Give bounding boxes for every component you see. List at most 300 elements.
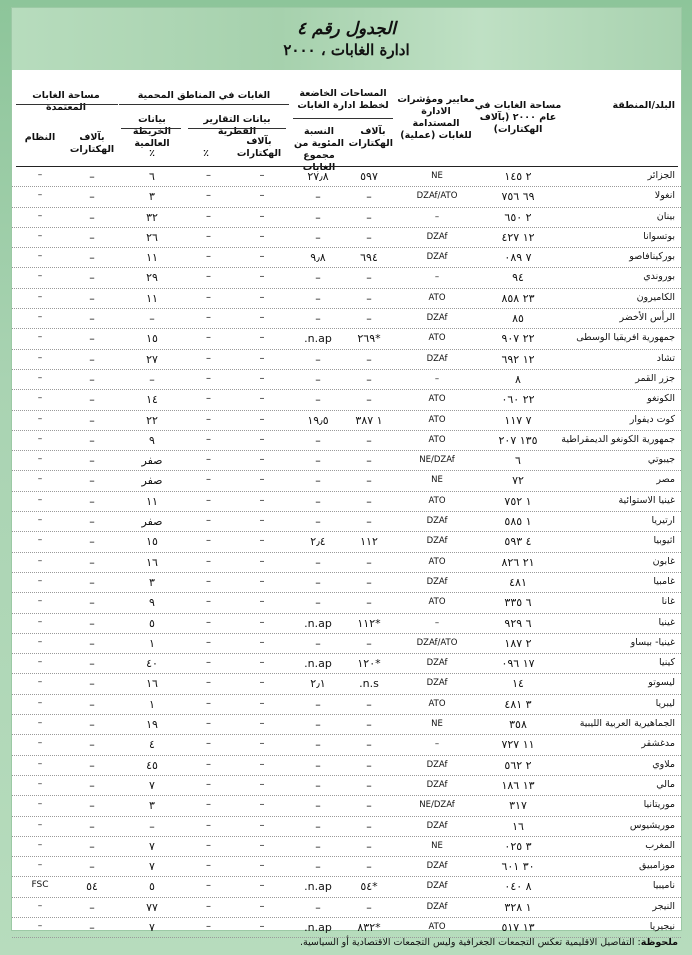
cell-cert-system: –	[37, 778, 43, 789]
cell-criteria: –	[434, 211, 440, 222]
table-row	[12, 187, 681, 207]
cell-world-pct: ٧	[149, 860, 155, 874]
cell-forest-area: ٢ ١٤٥	[504, 170, 532, 183]
cell-cert-kha: –	[89, 657, 95, 671]
cell-world-pct: ٦	[149, 170, 155, 183]
cell-cert-system: –	[37, 677, 43, 688]
cell-region: نيجيريا	[649, 920, 675, 932]
table-row	[12, 268, 681, 288]
cell-criteria: –	[434, 373, 440, 384]
cell-national-kha: –	[259, 860, 265, 872]
cell-national-pct: –	[206, 393, 211, 405]
cell-criteria: –	[434, 617, 440, 628]
cell-national-pct: –	[206, 555, 211, 567]
cell-forest-area: ٤ ٥٩٣	[504, 535, 532, 549]
cell-forest-area: ١٢ ٤٢٧	[501, 230, 535, 244]
cell-world-pct: ٣	[149, 799, 155, 813]
cell-national-pct: –	[206, 271, 211, 283]
cell-cert-kha: –	[89, 697, 95, 711]
cell-world-pct: ١	[149, 636, 155, 650]
table-row	[12, 715, 681, 735]
cell-national-kha: –	[259, 413, 265, 425]
cell-plans-pct: –	[315, 271, 321, 285]
cell-national-pct: –	[206, 636, 211, 648]
cell-forest-area: ٢ ٥٦٢	[504, 758, 532, 772]
cell-national-kha: –	[259, 312, 265, 324]
cell-plans-pct: –	[315, 697, 321, 711]
cell-plans-kha: –	[366, 758, 372, 772]
cell-plans-pct: –	[315, 555, 321, 569]
cell-region: ملاوي	[652, 758, 675, 770]
cell-national-pct: –	[206, 433, 211, 445]
cell-cert-system: –	[37, 738, 43, 749]
cell-forest-area: ٣٥٨	[509, 718, 527, 732]
table-row	[12, 350, 681, 370]
cell-criteria: DZAf	[426, 658, 448, 669]
cell-cert-system: –	[37, 170, 43, 180]
cell-plans-pct: –	[315, 819, 321, 833]
cell-plans-kha: ١ ٣٨٧	[355, 413, 383, 427]
cell-world-pct: ٣	[149, 190, 155, 204]
table-row	[12, 776, 681, 796]
cell-cert-system: –	[37, 616, 43, 627]
cell-plans-pct: ٢٧٫٨	[307, 170, 329, 183]
cell-plans-kha: –	[366, 596, 372, 610]
cell-world-pct: ٢٦	[146, 230, 158, 244]
table-row	[12, 817, 681, 837]
cell-cert-kha: –	[89, 860, 95, 874]
cell-region: الكاميرون	[636, 291, 675, 303]
table-row	[12, 614, 681, 634]
cell-forest-area: ٦ ٩٢٩	[504, 616, 532, 630]
cell-world-pct: ١٦	[146, 555, 158, 569]
cell-national-kha: –	[259, 494, 265, 506]
cell-national-kha: –	[259, 575, 265, 587]
cell-national-kha: –	[259, 474, 265, 486]
cell-plans-pct: –	[315, 190, 321, 204]
cell-plans-kha: –	[366, 799, 372, 813]
cell-national-kha: –	[259, 616, 265, 628]
table-row	[12, 370, 681, 390]
cell-world-pct: ٣٢	[146, 210, 158, 224]
cell-national-pct: –	[206, 657, 211, 669]
cell-plans-pct: n.ap.	[304, 920, 332, 934]
cell-world-pct: ٥	[149, 880, 155, 894]
header-region: البلد/المنطقة	[612, 100, 675, 111]
cell-region: مدغشقر	[641, 738, 675, 750]
cell-national-pct: –	[206, 758, 211, 770]
header-management-plans: المساحات الخاضعة لخطط ادارة الغابات	[297, 88, 389, 111]
cell-national-kha: –	[259, 758, 265, 770]
cell-criteria: DZAf	[426, 353, 448, 364]
cell-region: موريشيوس	[629, 819, 675, 831]
cell-plans-kha: –	[366, 190, 372, 204]
cell-plans-pct: –	[315, 393, 321, 407]
cell-plans-pct: –	[315, 596, 321, 610]
cell-cert-system: –	[37, 494, 43, 505]
cell-criteria: DZAf/ATO	[416, 637, 458, 648]
cell-national-pct: –	[206, 738, 211, 750]
header-forest-area: مساحة الغابات في عام ٢٠٠٠ (بآلاف الهكتارات)	[474, 100, 562, 135]
table-row	[12, 492, 681, 512]
cell-region: ليبريا	[655, 697, 675, 709]
table-row	[12, 451, 681, 471]
cell-world-pct: –	[149, 372, 155, 386]
cell-world-pct: ١٦	[146, 677, 158, 691]
cell-plans-pct: –	[315, 900, 321, 914]
cell-region: النيجر	[652, 900, 675, 912]
cell-cert-kha: –	[89, 312, 95, 326]
cell-cert-system: –	[37, 718, 43, 729]
cell-national-pct: –	[206, 332, 211, 344]
cell-forest-area: ٢١ ٨٢٦	[501, 555, 535, 569]
table-header	[12, 86, 681, 173]
cell-national-kha: –	[259, 900, 265, 912]
cell-criteria: ATO	[428, 495, 446, 506]
cell-cert-system: –	[37, 697, 43, 708]
cell-national-pct: –	[206, 799, 211, 811]
cell-plans-kha: n.s.	[359, 677, 379, 691]
cell-region: بوروندي	[643, 271, 675, 283]
cell-region: غامبيا	[653, 575, 675, 587]
cell-cert-kha: –	[89, 738, 95, 752]
cell-criteria: ATO	[428, 333, 446, 344]
cell-region: ارتيريا	[651, 515, 675, 527]
cell-cert-kha: –	[89, 677, 95, 691]
cell-cert-kha: –	[89, 413, 95, 427]
cell-world-pct: –	[149, 312, 155, 326]
cell-criteria: DZAf	[426, 536, 448, 547]
cell-plans-pct: –	[315, 312, 321, 326]
header-criteria: معايير ومؤشرات الادارة المستدامة للغابات (عملية)	[397, 94, 475, 141]
cell-national-kha: –	[259, 332, 265, 344]
header-plans-pct: النسبة المئوية من مجموع الغابات	[293, 126, 345, 173]
cell-cert-kha: –	[89, 900, 95, 914]
table-row	[12, 654, 681, 674]
cell-national-kha: –	[259, 636, 265, 648]
cell-national-pct: –	[206, 291, 211, 303]
cell-world-pct: ٧٧	[146, 900, 158, 914]
cell-region: كوت ديفوار	[629, 413, 675, 425]
cell-cert-system: –	[37, 230, 43, 241]
cell-criteria: –	[434, 272, 440, 283]
cell-region: مصر	[656, 474, 675, 486]
cell-cert-system: –	[37, 920, 43, 931]
cell-national-kha: –	[259, 596, 265, 608]
cell-national-kha: –	[259, 880, 265, 892]
cell-national-kha: –	[259, 697, 265, 709]
cell-criteria: ATO	[428, 394, 446, 405]
cell-cert-kha: –	[89, 636, 95, 650]
cell-cert-kha: –	[89, 352, 95, 366]
cell-world-pct: ١٤	[146, 393, 158, 407]
cell-plans-pct: –	[315, 433, 321, 447]
cell-national-kha: –	[259, 291, 265, 303]
cell-cert-system: –	[37, 819, 43, 830]
cell-plans-kha: –	[366, 352, 372, 366]
cell-world-pct: ١١	[146, 251, 158, 265]
cell-cert-system: –	[37, 454, 43, 465]
cell-national-pct: –	[206, 230, 211, 242]
cell-cert-system: –	[37, 758, 43, 769]
table-row	[12, 553, 681, 573]
table-subtitle: ادارة الغابات ، ٢٠٠٠	[283, 41, 410, 59]
cell-cert-kha: –	[89, 515, 95, 529]
cell-criteria: DZAf	[426, 820, 448, 831]
cell-region: بوركينافاصو	[629, 251, 675, 263]
cell-world-pct: ٧	[149, 920, 155, 934]
cell-plans-pct: –	[315, 575, 321, 589]
cell-national-kha: –	[259, 352, 265, 364]
cell-criteria: DZAf	[426, 759, 448, 770]
cell-cert-system: –	[37, 413, 43, 424]
cell-cert-system: –	[37, 291, 43, 302]
cell-cert-system: –	[37, 555, 43, 566]
cell-plans-kha: –	[366, 210, 372, 224]
cell-criteria: DZAf	[426, 252, 448, 263]
cell-forest-area: ٢٢ ٩٠٧	[501, 332, 535, 346]
cell-world-pct: ٤	[149, 738, 155, 752]
title-band	[12, 8, 681, 70]
table-body	[12, 167, 681, 938]
cell-cert-kha: –	[89, 454, 95, 468]
cell-cert-system: –	[37, 575, 43, 586]
table-row	[12, 471, 681, 491]
header-world-pct: ٪	[149, 148, 155, 159]
table-row	[12, 857, 681, 877]
cell-forest-area: ٧ ٠٨٩	[504, 251, 532, 265]
cell-plans-kha: –	[366, 839, 372, 853]
cell-plans-pct: –	[315, 515, 321, 529]
cell-region: موريتانيا	[643, 799, 675, 811]
cell-cert-kha: –	[89, 474, 95, 488]
table-title: الجدول رقم ٤	[297, 19, 396, 39]
cell-national-pct: –	[206, 575, 211, 587]
cell-forest-area: ٧٢	[512, 474, 524, 488]
cell-national-kha: –	[259, 393, 265, 405]
cell-plans-kha: *٨٣٢	[357, 920, 381, 934]
cell-region: موزامبيق	[639, 860, 675, 872]
cell-region: ناميبيا	[652, 880, 675, 892]
cell-national-pct: –	[206, 170, 211, 181]
table-row	[12, 411, 681, 431]
cell-plans-kha: –	[366, 819, 372, 833]
table-row	[12, 248, 681, 268]
cell-national-pct: –	[206, 372, 211, 384]
cell-plans-kha: –	[366, 900, 372, 914]
cell-national-kha: –	[259, 677, 265, 689]
cell-national-pct: –	[206, 210, 211, 222]
cell-region: غينيا	[658, 616, 675, 628]
cell-forest-area: ٦ ٣٣٥	[504, 596, 532, 610]
cell-world-pct: صفر	[141, 454, 163, 468]
cell-plans-kha: *٢٦٩	[357, 332, 381, 346]
table-row	[12, 390, 681, 410]
cell-plans-kha: –	[366, 860, 372, 874]
cell-region: جيبوتي	[647, 454, 675, 466]
cell-criteria: DZAf	[426, 779, 448, 790]
table-row	[12, 695, 681, 715]
cell-forest-area: ٣٠ ٦٠١	[501, 860, 535, 874]
cell-cert-kha: –	[89, 170, 95, 183]
cell-forest-area: ١ ٧٥٢	[504, 494, 532, 508]
cell-plans-pct: –	[315, 778, 321, 792]
cell-cert-system: –	[37, 515, 43, 526]
cell-region: الجزائر	[647, 170, 675, 181]
cell-cert-kha: –	[89, 718, 95, 732]
cell-plans-pct: –	[315, 738, 321, 752]
cell-plans-kha: –	[366, 515, 372, 529]
cell-plans-pct: n.ap.	[304, 657, 332, 671]
cell-cert-system: –	[37, 860, 43, 871]
cell-criteria: ATO	[428, 434, 446, 445]
cell-world-pct: ٤٠	[146, 657, 158, 671]
cell-forest-area: ٣ ٠٢٥	[504, 839, 532, 853]
cell-cert-system: –	[37, 251, 43, 262]
cell-cert-kha: –	[89, 920, 95, 934]
cell-plans-pct: n.ap.	[304, 880, 332, 894]
cell-criteria: NE/DZAf	[419, 800, 455, 811]
cell-national-kha: –	[259, 251, 265, 263]
cell-national-pct: –	[206, 454, 211, 466]
cell-national-pct: –	[206, 900, 211, 912]
cell-plans-pct: –	[315, 230, 321, 244]
cell-cert-kha: –	[89, 596, 95, 610]
cell-plans-pct: –	[315, 839, 321, 853]
cell-cert-kha: –	[89, 230, 95, 244]
table-sheet	[11, 7, 682, 934]
cell-region: مالي	[656, 778, 675, 790]
cell-forest-area: ١٣ ١٨٦	[501, 778, 535, 792]
cell-forest-area: ٢ ١٨٧	[504, 636, 532, 650]
cell-cert-kha: –	[89, 372, 95, 386]
cell-cert-system: –	[37, 799, 43, 810]
cell-national-kha: –	[259, 657, 265, 669]
cell-national-kha: –	[259, 210, 265, 222]
cell-criteria: DZAf	[426, 901, 448, 912]
header-certified: مساحة الغابات المعتمدة	[32, 90, 100, 113]
cell-world-pct: ٢٢	[146, 413, 158, 427]
table-row	[12, 329, 681, 349]
cell-plans-pct: ٩٫٨	[310, 251, 326, 265]
cell-forest-area: ٤٨١	[509, 575, 527, 589]
cell-criteria: DZAf	[426, 576, 448, 587]
cell-cert-system: –	[37, 190, 43, 201]
cell-plans-kha: –	[366, 474, 372, 488]
cell-national-pct: –	[206, 352, 211, 364]
table-row	[12, 735, 681, 755]
cell-forest-area: ٩٤	[512, 271, 524, 285]
cell-plans-pct: –	[315, 494, 321, 508]
cell-plans-pct: –	[315, 799, 321, 813]
cell-world-pct: –	[149, 819, 155, 833]
cell-cert-kha: –	[89, 332, 95, 346]
cell-plans-kha: ١١٢	[360, 535, 378, 549]
cell-region: جزر القمر	[635, 372, 675, 384]
cell-forest-area: ٦٩ ٧٥٦	[501, 190, 535, 204]
cell-cert-system: –	[37, 433, 43, 444]
cell-cert-kha: –	[89, 271, 95, 285]
cell-criteria: ATO	[428, 414, 446, 425]
cell-cert-kha: –	[89, 799, 95, 813]
cell-cert-system: –	[37, 636, 43, 647]
cell-criteria: NE	[431, 840, 443, 851]
cell-cert-kha: ٥٤	[86, 880, 98, 894]
cell-world-pct: ٣	[149, 575, 155, 589]
table-row	[12, 309, 681, 329]
cell-forest-area: ١١ ٧٢٧	[501, 738, 535, 752]
cell-plans-kha: –	[366, 575, 372, 589]
cell-forest-area: ١٦	[512, 819, 524, 833]
cell-national-pct: –	[206, 515, 211, 527]
cell-national-pct: –	[206, 251, 211, 263]
cell-criteria: DZAf	[426, 861, 448, 872]
cell-world-pct: ٧	[149, 839, 155, 853]
footnote	[0, 934, 692, 952]
header-national-reports: بيانات التقارير القطرية	[203, 114, 271, 137]
cell-criteria: DZAf	[426, 678, 448, 689]
cell-plans-kha: –	[366, 697, 372, 711]
cell-plans-pct: –	[315, 210, 321, 224]
cell-world-pct: ٢٩	[146, 271, 158, 285]
cell-cert-kha: –	[89, 210, 95, 224]
cell-plans-kha: –	[366, 291, 372, 305]
cell-plans-kha: –	[366, 718, 372, 732]
cell-world-pct: صفر	[141, 515, 163, 529]
cell-national-kha: –	[259, 799, 265, 811]
cell-criteria: DZAf/ATO	[416, 191, 458, 202]
cell-region: تشاد	[656, 352, 675, 364]
table-row	[12, 634, 681, 654]
cell-plans-pct: –	[315, 718, 321, 732]
cell-world-pct: ١	[149, 697, 155, 711]
cell-plans-kha: ٥٩٧	[360, 170, 378, 183]
cell-plans-kha: ٦٩٤	[360, 251, 378, 265]
cell-plans-pct: –	[315, 474, 321, 488]
cell-national-pct: –	[206, 413, 211, 425]
header-cert-system: النظام	[24, 132, 56, 143]
cell-criteria: DZAf	[426, 516, 448, 527]
cell-region: غينيا- بيساو	[630, 636, 675, 648]
cell-region: الرأس الأخضر	[619, 312, 675, 324]
cell-cert-kha: –	[89, 555, 95, 569]
cell-plans-pct: –	[315, 758, 321, 772]
cell-forest-area: ٣١٧	[509, 799, 527, 813]
table-row	[12, 796, 681, 816]
cell-criteria: NE	[431, 171, 443, 181]
cell-cert-system: –	[37, 312, 43, 323]
table-row	[12, 674, 681, 694]
cell-national-pct: –	[206, 535, 211, 547]
header-plans-kha: بآلاف الهكتارات	[348, 126, 393, 149]
cell-forest-area: ١٢ ٦٩٢	[501, 352, 535, 366]
cell-cert-system: –	[37, 900, 43, 911]
cell-national-pct: –	[206, 190, 211, 202]
cell-region: المغرب	[645, 839, 675, 851]
cell-national-pct: –	[206, 718, 211, 730]
cell-national-kha: –	[259, 718, 265, 730]
cell-plans-kha: –	[366, 778, 372, 792]
cell-cert-system: –	[37, 596, 43, 607]
cell-region: غابون	[652, 555, 675, 567]
cell-plans-kha: –	[366, 555, 372, 569]
cell-cert-kha: –	[89, 575, 95, 589]
cell-cert-kha: –	[89, 819, 95, 833]
cell-criteria: ATO	[428, 698, 446, 709]
cell-criteria: ATO	[428, 556, 446, 567]
table-row	[12, 431, 681, 451]
cell-cert-system: –	[37, 332, 43, 343]
